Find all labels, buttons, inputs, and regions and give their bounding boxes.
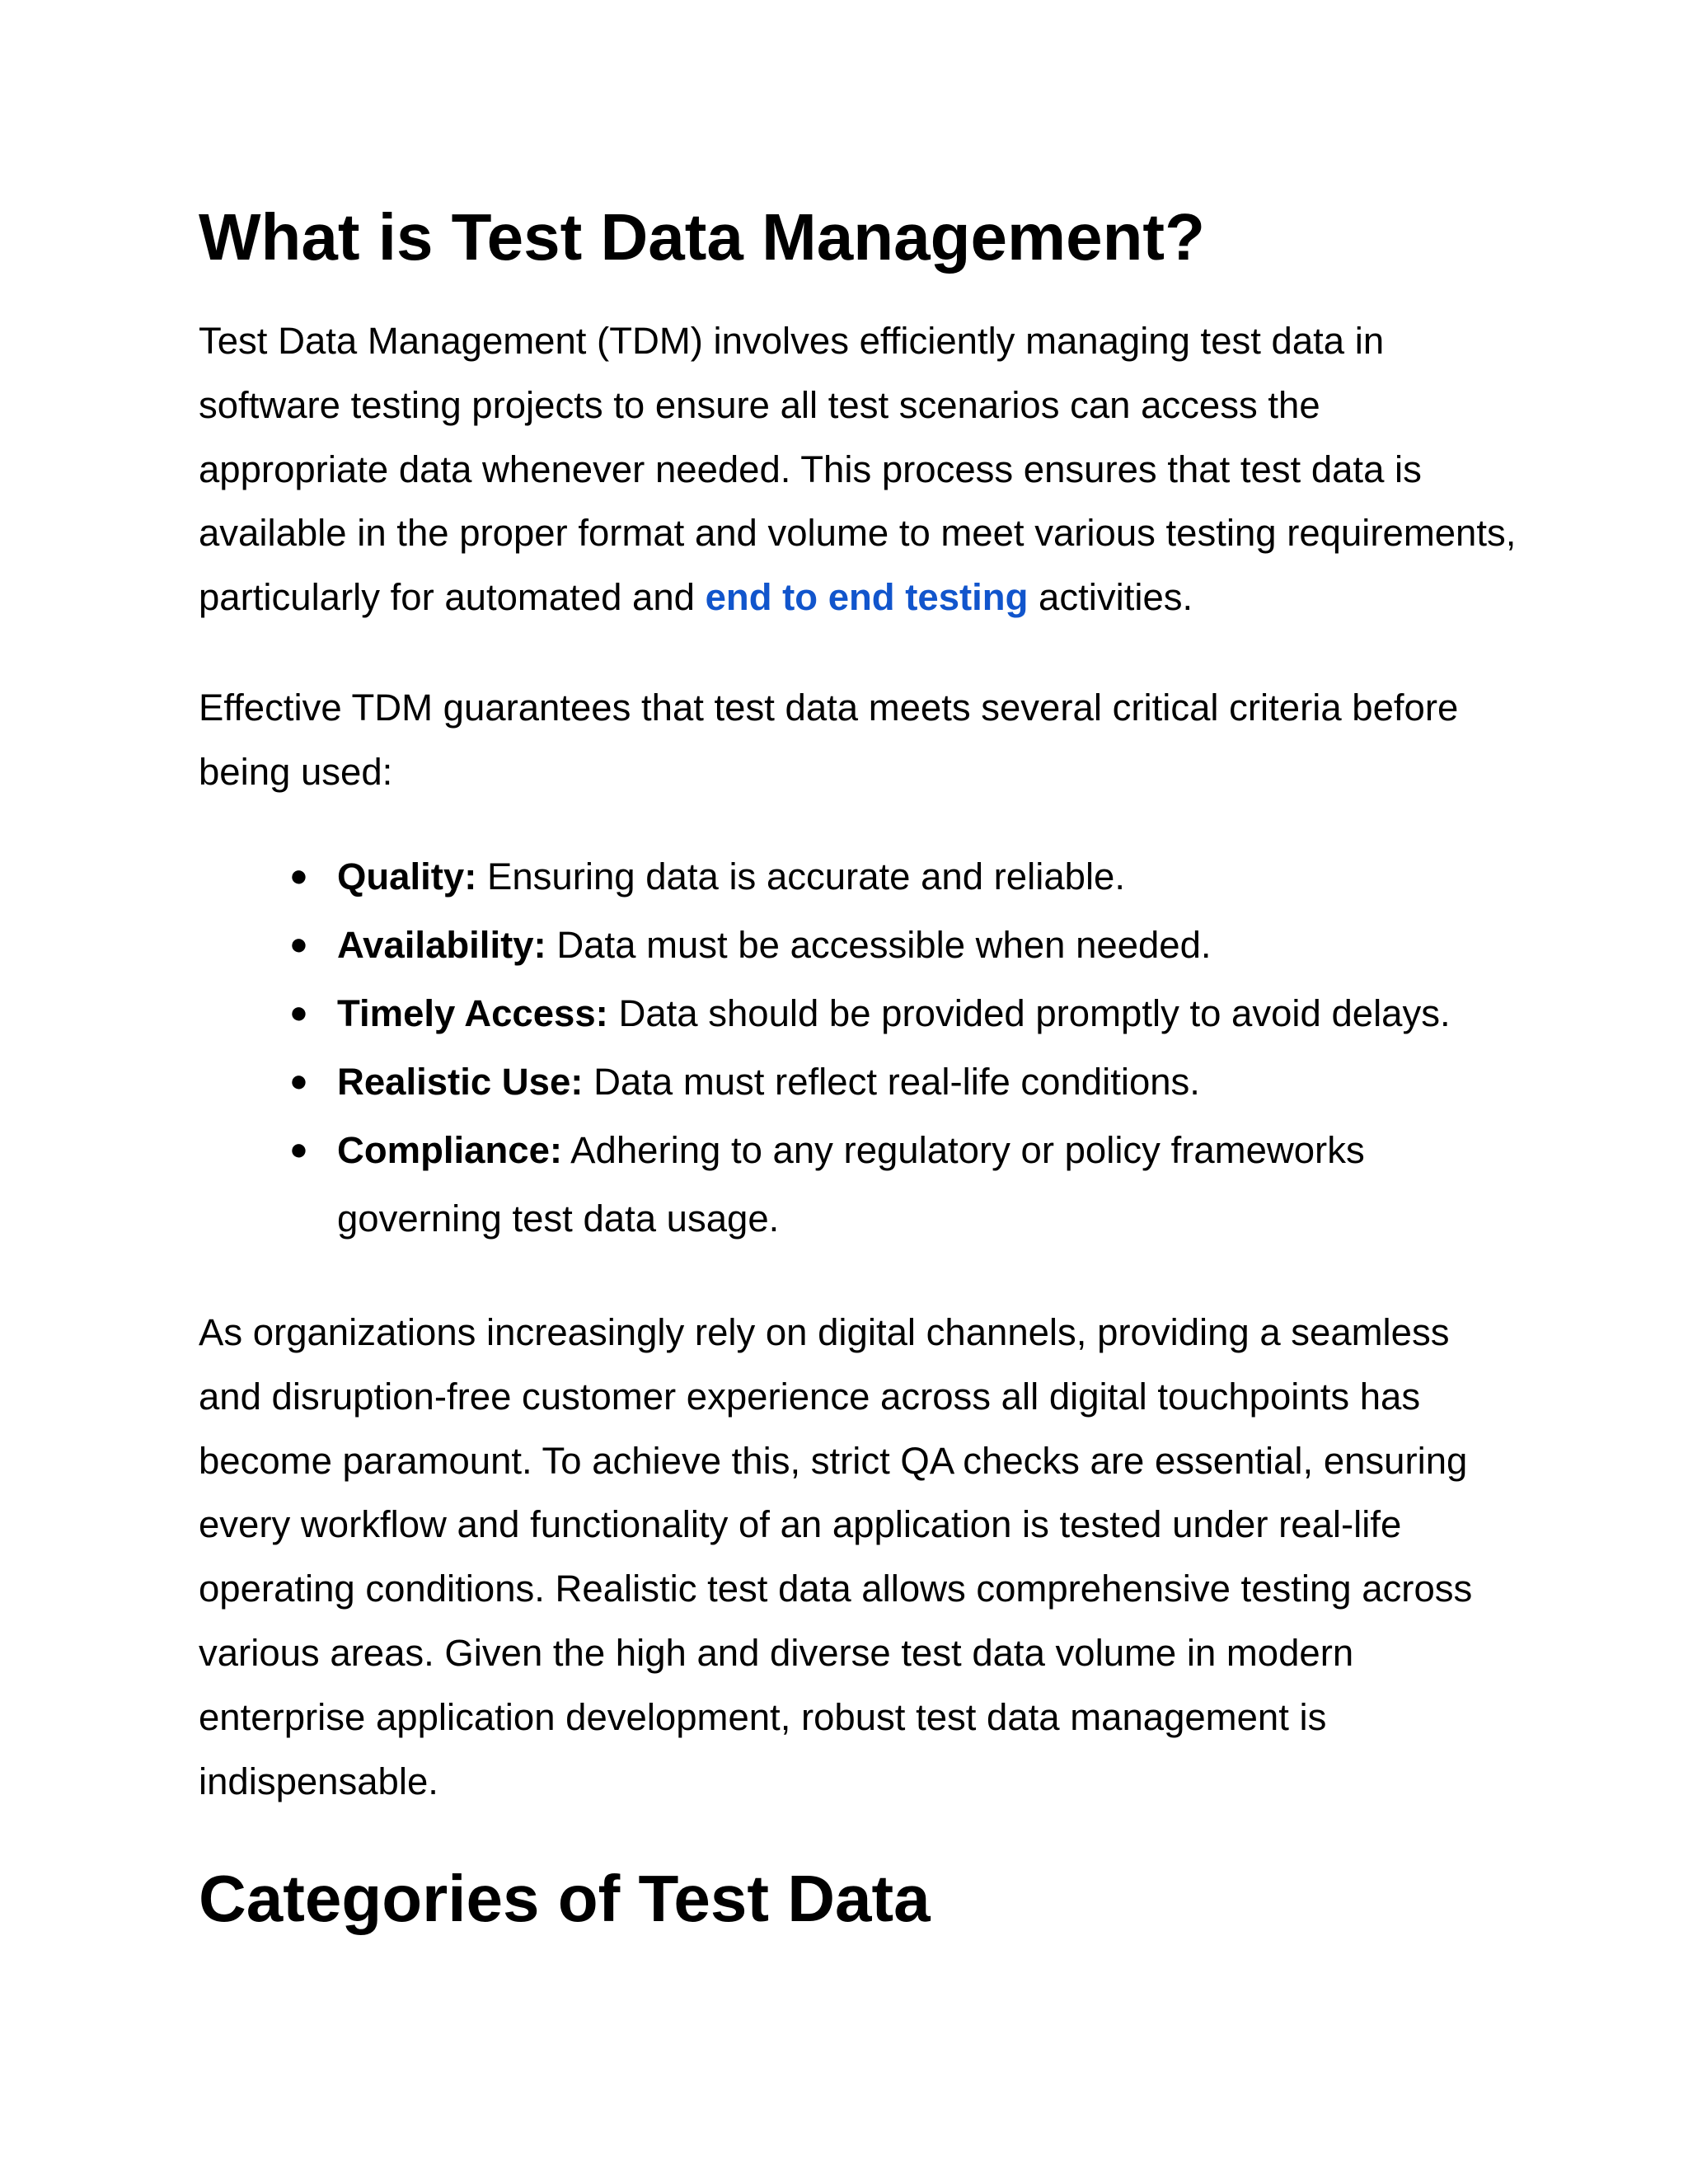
list-item: [199, 911, 1517, 979]
criteria-desc: Adhering to any regulatory or policy frameworks governing test data usage.: [337, 1129, 1365, 1240]
bullet-icon: ●: [289, 1064, 308, 1099]
intro-text: Test Data Management (TDM) involves efficiently managing test data in software testing projects to ensure all test scenarios can access the appropriate data whenever needed. This process ensures that test data is available in the proper format and volume to meet various testing requirements, particularly for automated and: [199, 320, 1517, 619]
heading-what-is-tdm: What is Test Data Management?: [199, 200, 1205, 274]
criteria-term: Compliance:: [337, 1129, 563, 1171]
criteria-desc: Data should be provided promptly to avoid delays.: [607, 992, 1451, 1034]
criteria-desc: Data must be accessible when needed.: [546, 924, 1212, 966]
end-to-end-testing-link[interactable]: end to end testing: [705, 576, 1029, 619]
bullet-icon: ●: [289, 1132, 308, 1167]
criteria-term: Quality:: [337, 855, 477, 898]
criteria-term: Availability:: [337, 924, 546, 966]
heading-categories: Categories of Test Data: [199, 1862, 931, 1935]
criteria-desc: Ensuring data is accurate and reliable.: [476, 855, 1125, 898]
criteria-list: [199, 842, 1517, 1253]
bullet-icon: ●: [289, 859, 308, 893]
intro-text-end: activities.: [1028, 576, 1193, 619]
criteria-term: Realistic Use:: [337, 1061, 584, 1103]
criteria-term: Timely Access:: [337, 992, 608, 1034]
intro-paragraph: [199, 309, 1517, 630]
list-item: [199, 1116, 1517, 1253]
list-item: [199, 842, 1517, 911]
criteria-desc: Data must reflect real-life conditions.: [583, 1061, 1200, 1103]
criteria-intro-paragraph: Effective TDM guarantees that test data meets several critical criteria before being used:: [199, 687, 1459, 793]
list-item: [199, 979, 1517, 1047]
list-item: [199, 1047, 1517, 1116]
bullet-icon: ●: [289, 996, 308, 1030]
digital-channels-paragraph: As organizations increasingly rely on digital channels, providing a seamless and disruption-free customer experience across all digital touchpoints has become paramount. To achieve this, strict QA checks are essential, ensuring every workflow and functionality of an application is tested under real-life operating conditions. Realistic test data allows comprehensive testing across various areas. Given the high and diverse test data volume in modern enterprise application development, robust test data management is indispensable.: [199, 1311, 1473, 1802]
bullet-icon: ●: [289, 927, 308, 962]
